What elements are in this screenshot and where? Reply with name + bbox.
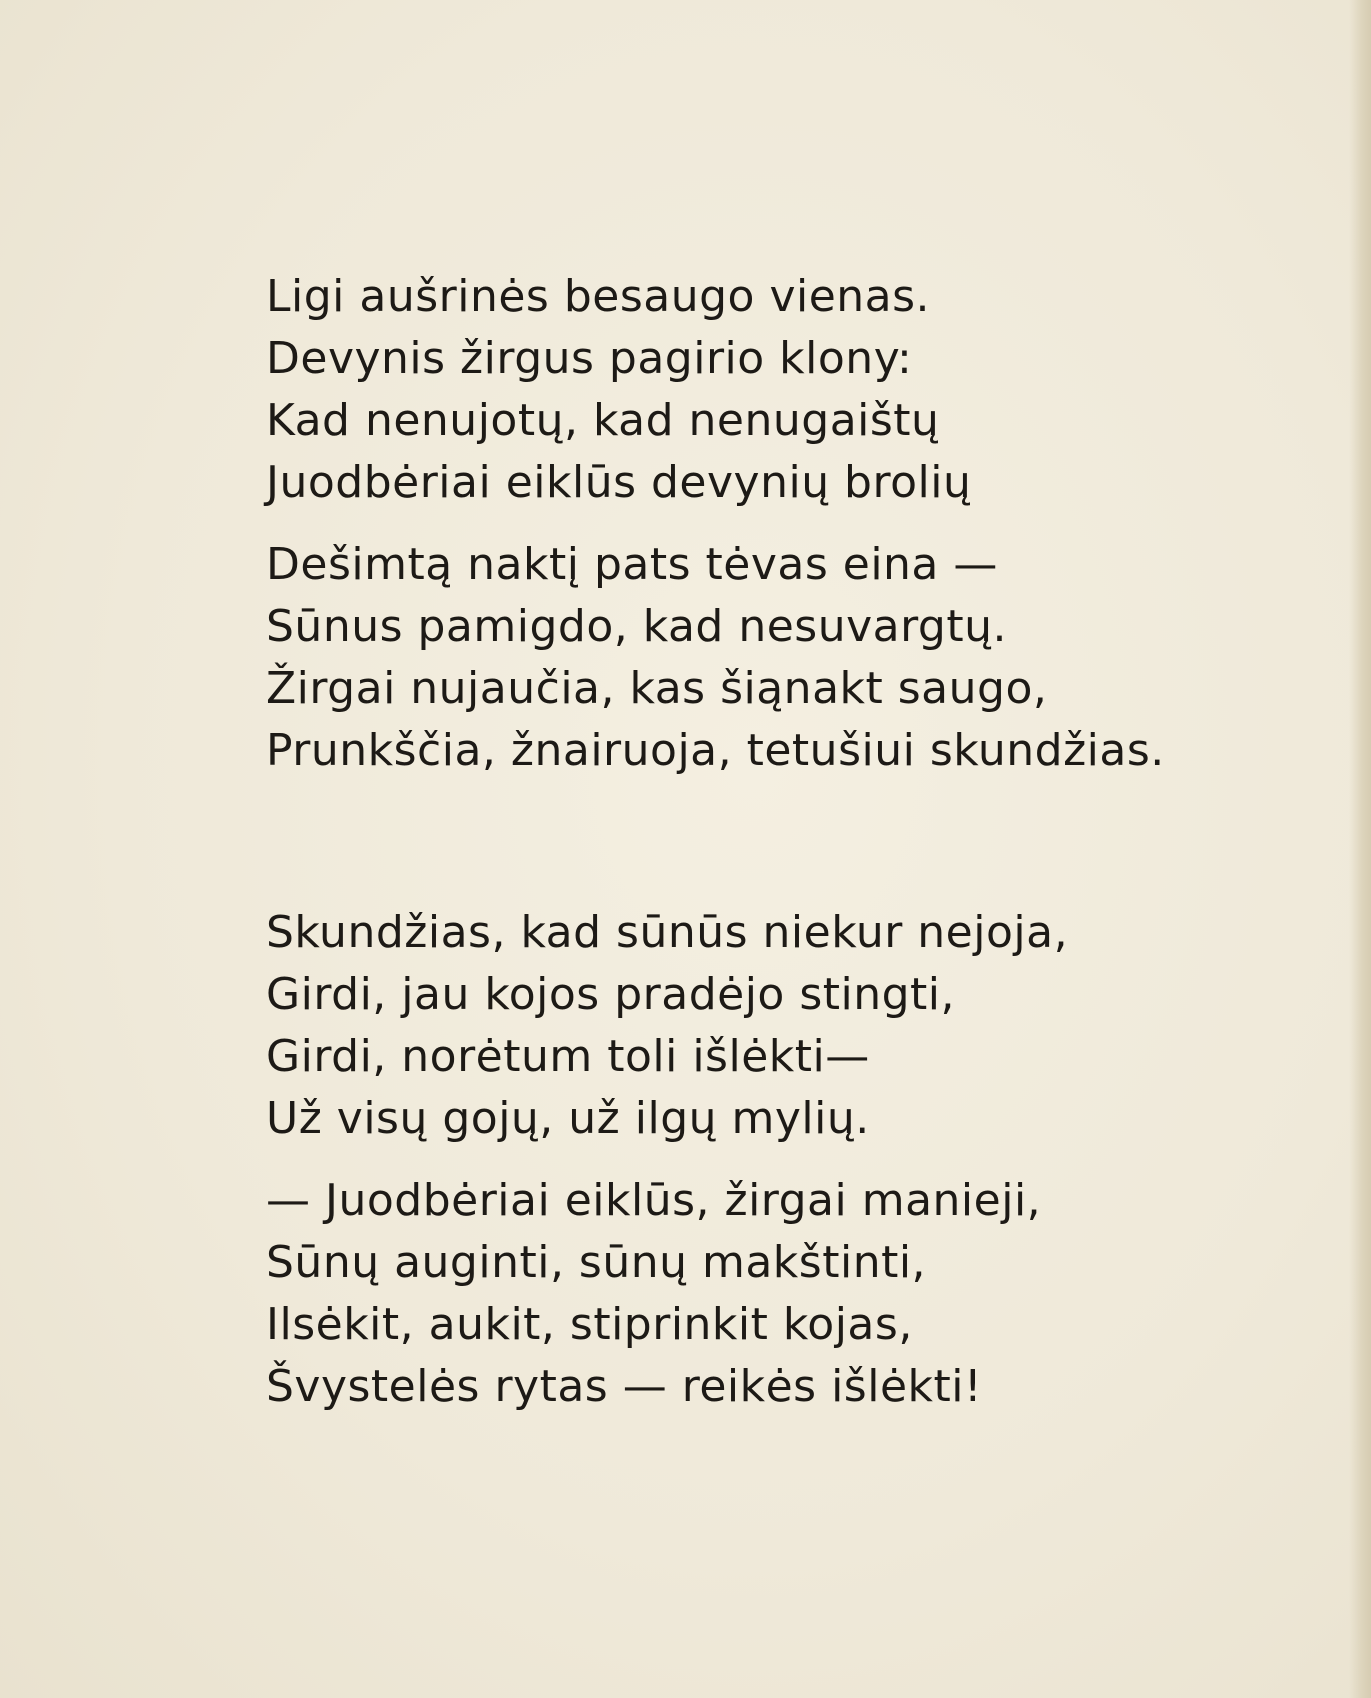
poem-line: Girdi, jau kojos pradėjo stingti, xyxy=(266,969,956,1020)
poem-line: Girdi, norėtum toli išlėkti— xyxy=(266,1031,870,1082)
poem-line: Ligi aušrinės besaugo vienas. xyxy=(266,271,931,322)
poem-line: Žirgai nujaučia, kas šiąnakt saugo, xyxy=(266,663,1048,714)
stanza-gap xyxy=(266,514,1216,534)
stanza-2 xyxy=(266,534,1216,782)
poem-line: Juodbėriai eiklūs devynių brolių xyxy=(266,457,972,508)
stanza-3 xyxy=(266,902,1216,1150)
stanza-gap xyxy=(266,1150,1216,1170)
poem-line: Devynis žirgus pagirio klony: xyxy=(266,333,913,384)
poem-line: Švystelės rytas — reikės išlėkti! xyxy=(266,1361,983,1412)
stanza-1 xyxy=(266,266,1216,514)
poem-line: Prunkščia, žnairuoja, tetušiui skundžias. xyxy=(266,725,1165,776)
poem-line: Už visų gojų, už ilgų mylių. xyxy=(266,1093,870,1144)
stanza-4 xyxy=(266,1170,1216,1418)
poem-line: Sūnus pamigdo, kad nesuvargtų. xyxy=(266,601,1007,652)
poem xyxy=(266,266,1216,1418)
poem-line: — Juodbėriai eiklūs, žirgai manieji, xyxy=(266,1175,1042,1226)
poem-line: Sūnų auginti, sūnų makštinti, xyxy=(266,1237,927,1288)
stanza-gap xyxy=(266,782,1216,902)
poem-line: Skundžias, kad sūnūs niekur nejoja, xyxy=(266,907,1069,958)
poem-line: Kad nenujotų, kad nenugaištų xyxy=(266,395,940,446)
poem-line: Ilsėkit, aukit, stiprinkit kojas, xyxy=(266,1299,913,1350)
page-edge-shadow xyxy=(1349,0,1371,1698)
poem-line: Dešimtą naktį pats tėvas eina — xyxy=(266,539,998,590)
